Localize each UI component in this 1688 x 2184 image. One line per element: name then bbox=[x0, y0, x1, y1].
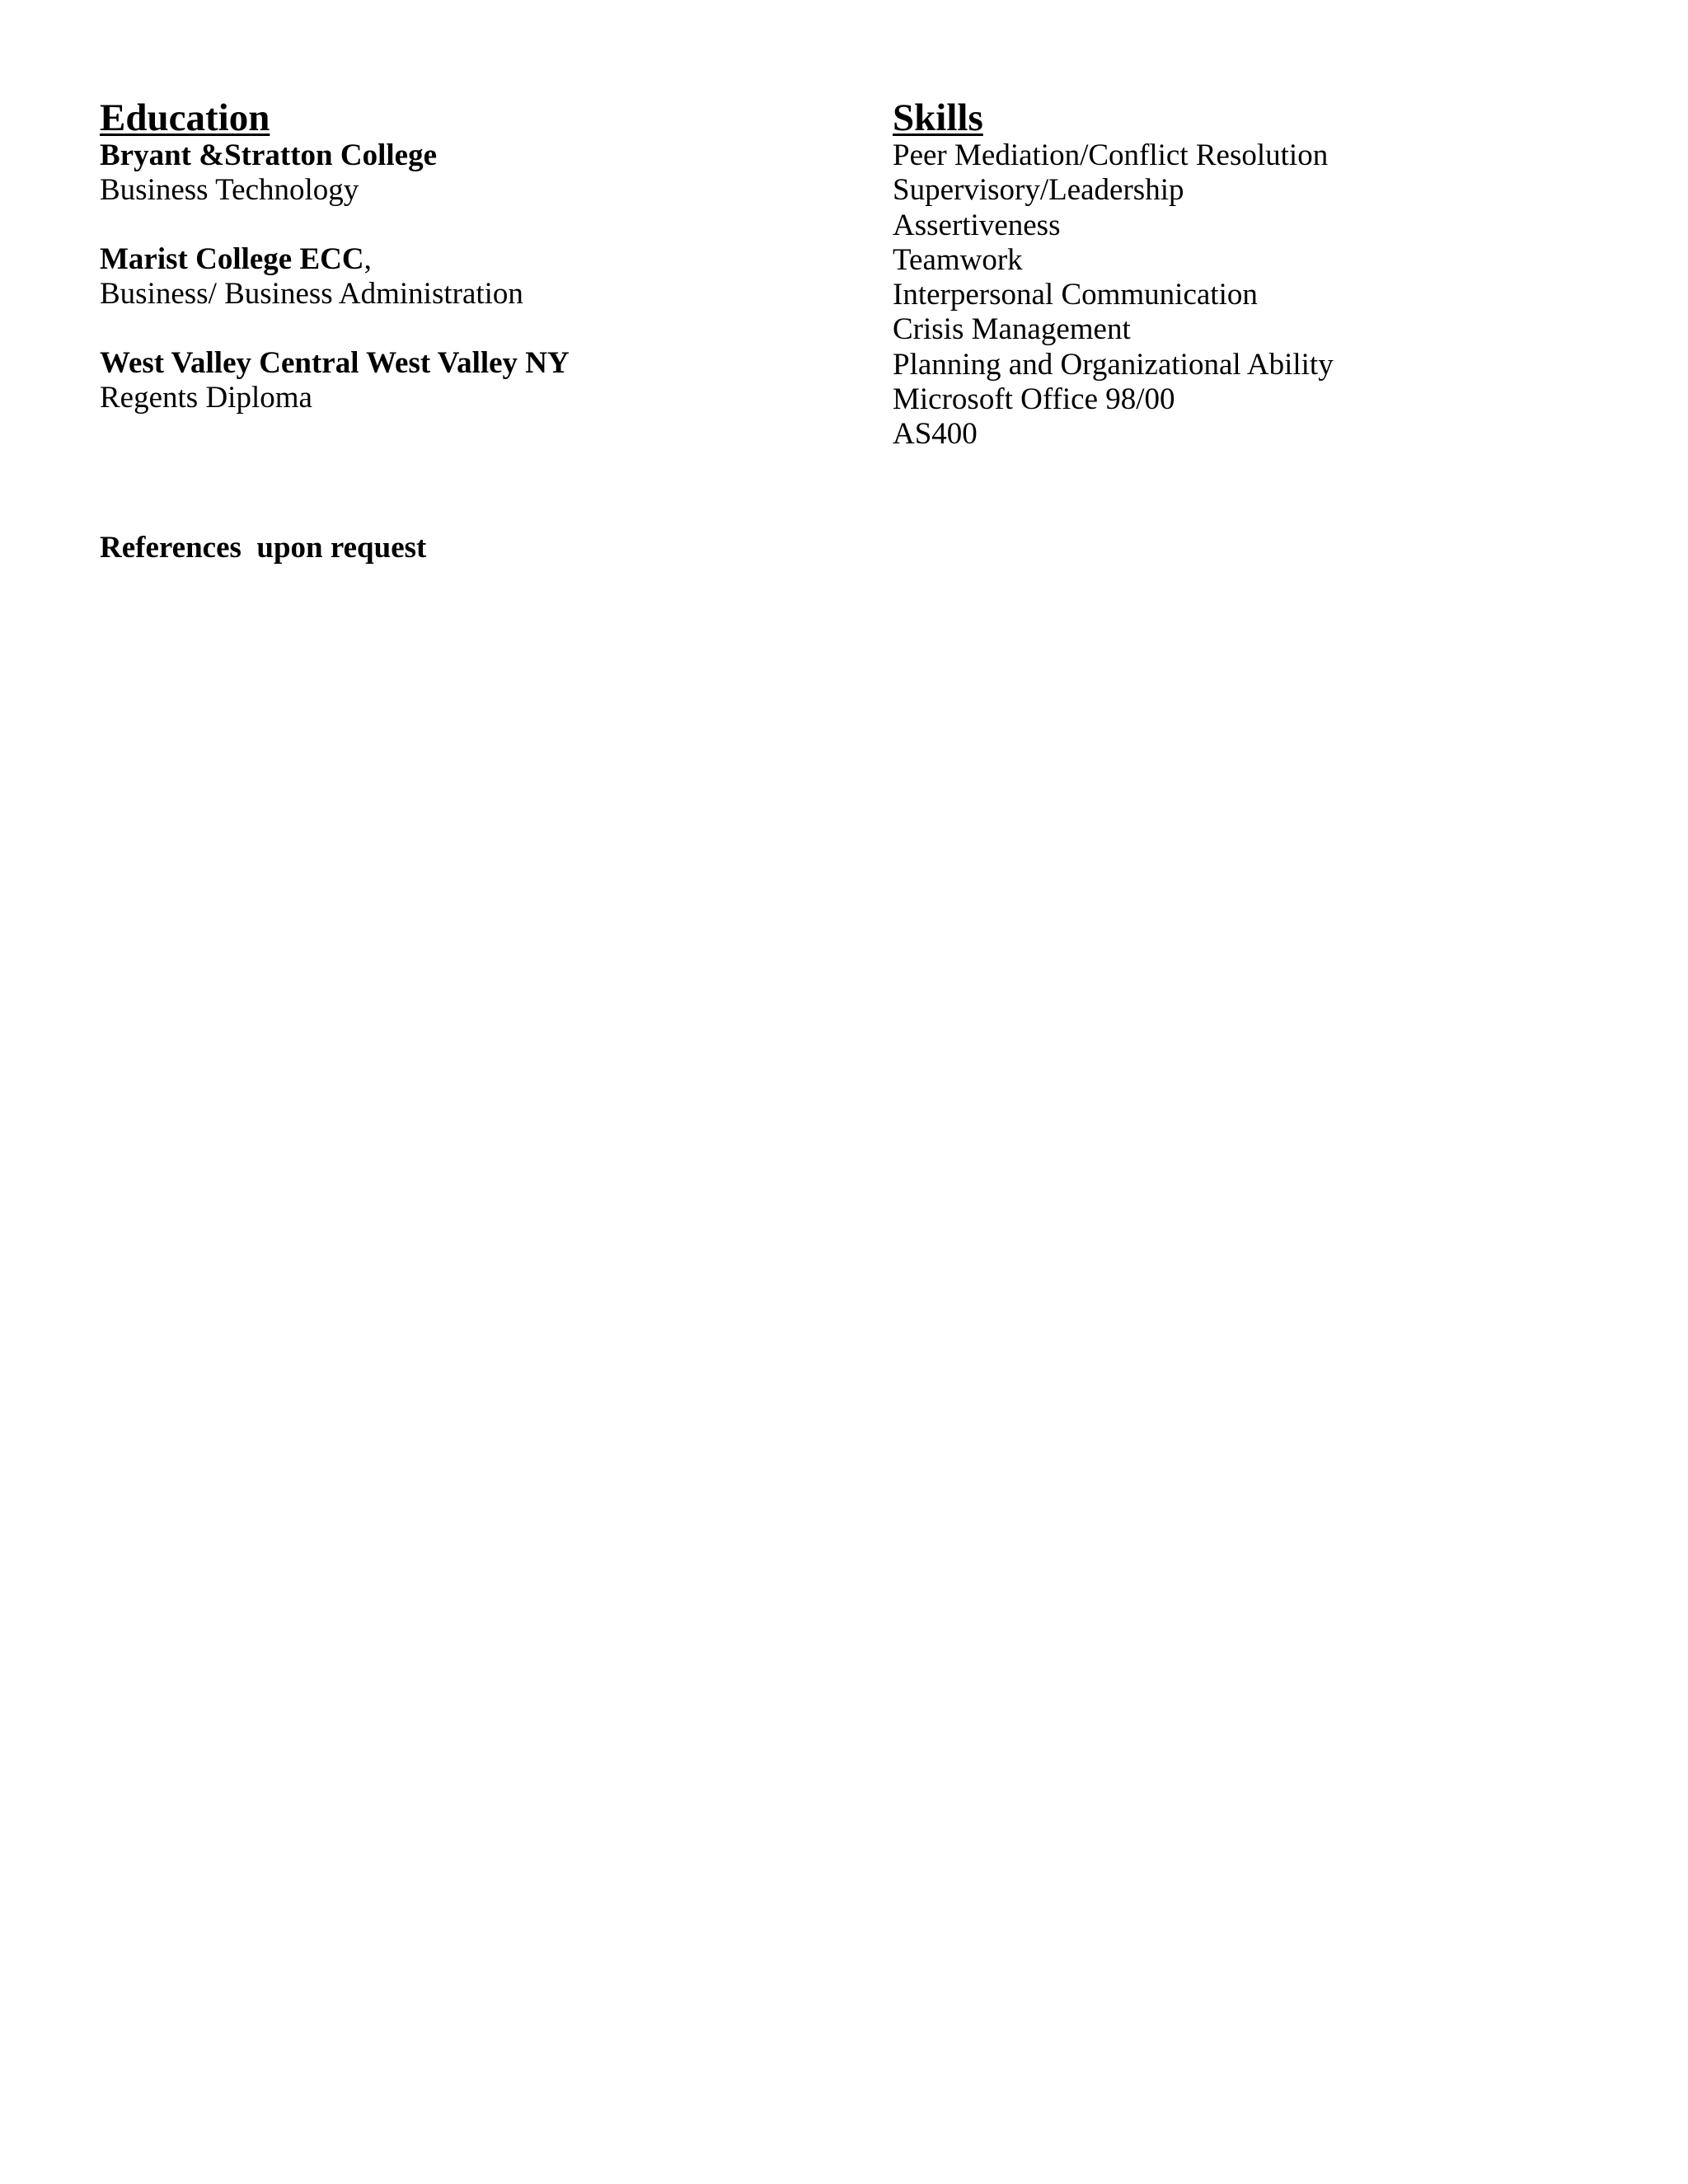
skills-heading: Skills bbox=[893, 96, 983, 139]
school-name-suffix: , bbox=[363, 242, 372, 276]
skill-item: Crisis Management bbox=[893, 312, 1131, 347]
skills-section bbox=[893, 97, 1634, 452]
skill-item: Interpersonal Communication bbox=[893, 278, 1258, 312]
skill-item: Peer Mediation/Conflict Resolution bbox=[893, 138, 1329, 172]
education-section bbox=[100, 97, 842, 415]
skill-item: AS400 bbox=[893, 417, 978, 452]
school-name: Marist College ECC bbox=[100, 242, 364, 276]
education-entry bbox=[100, 346, 842, 415]
skill-item: Teamwork bbox=[893, 242, 1023, 277]
education-entry bbox=[100, 138, 842, 208]
references-note: References upon request bbox=[100, 531, 427, 565]
program-name: Business/ Business Administration bbox=[100, 277, 523, 311]
skill-item: Microsoft Office 98/00 bbox=[893, 382, 1175, 417]
skill-item: Supervisory/Leadership bbox=[893, 173, 1184, 208]
skill-item: Planning and Organizational Ability bbox=[893, 347, 1334, 382]
school-name: West Valley Central West Valley NY bbox=[100, 346, 570, 380]
skill-item: Assertiveness bbox=[893, 208, 1061, 242]
education-heading: Education bbox=[100, 96, 270, 139]
program-name: Business Technology bbox=[100, 173, 359, 207]
program-name: Regents Diploma bbox=[100, 381, 312, 415]
education-entry bbox=[100, 242, 842, 312]
skills-list bbox=[893, 138, 1634, 452]
school-name: Bryant &Stratton College bbox=[100, 138, 437, 172]
school-name-line bbox=[100, 242, 842, 277]
